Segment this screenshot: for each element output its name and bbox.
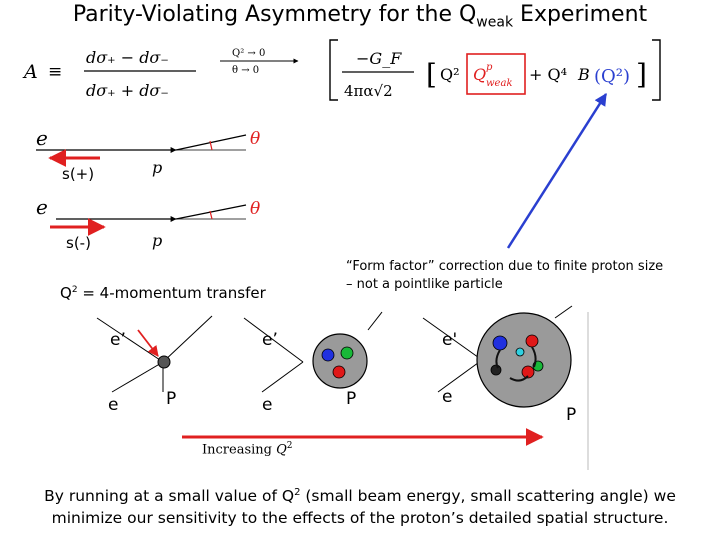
d2-quark-green [341,347,353,359]
formula-q2: Q² [440,65,460,84]
d2-out-label: e’ [262,330,278,350]
scatter-diagram-small-proton [244,312,382,415]
kinematics-bottom [36,195,260,252]
d3-in-label: e [442,387,453,407]
kin-bottom-theta: θ [250,199,261,219]
d1-point-proton [158,356,170,368]
scatter-diagram-pointlike [97,316,212,415]
formula-qweak-sup: p [486,62,493,73]
formula-limit-top: Q² → 0 [232,48,266,59]
kin-top-theta: θ [250,129,261,149]
formula-inner-bracket-open: [ [426,58,437,91]
formula-numerator: dσ₊ − dσ₋ [86,48,169,67]
formula-inner-bracket-close: ] [636,58,647,91]
d1-incoming-line [112,362,163,392]
d3-target-label: P [566,405,577,425]
title-prefix: Parity-Violating Asymmetry for the Q [72,2,477,27]
kin-bottom-p-label: p [152,231,163,250]
formula-b: B [578,65,590,84]
d2-target-label: P [346,389,357,409]
title-suffix: Experiment [513,2,648,27]
increasing-sup: 2 [286,441,293,451]
bottom-line-2: minimize our sensitivity to the effects of the proton’s detailed spatial structure. [51,509,669,528]
d1-outgoing-line [97,318,163,362]
formula-denominator: dσ₊ + dσ₋ [86,81,169,100]
formula-qweak: Q [473,65,487,84]
d3-proton-out-line [555,306,572,318]
d3-quark-cyan [516,348,524,356]
kin-top-p-label: p [152,158,163,177]
title-sub: weak [476,14,514,31]
bottom-explanation [0,482,720,529]
scatter-diagram-large-proton [423,306,576,425]
formula-b-arg: (Q²) [594,66,631,87]
formula-qweak-sub: weak [486,78,513,89]
bottom-line-1b: (small beam energy, small scattering angle) we [300,487,676,506]
increasing-q2-label [202,441,293,457]
formula-equiv: ≡ [48,62,63,82]
formula-lhs: A [24,61,38,83]
form-factor-arrow [508,94,606,248]
kin-bottom-e-label: e [36,195,48,219]
kin-top-spin-label: s(+) [62,165,95,183]
d1-target-label: P [166,389,177,409]
d1-in-label: e [108,395,119,415]
increasing-q: Q [276,442,287,458]
d3-quark-blue [493,336,507,350]
q2-def-sup: 2 [71,285,78,295]
d2-quark-red [333,366,345,378]
d2-incoming-line [262,362,303,392]
q2-def-q: Q [60,284,72,302]
d2-proton-out-line [368,312,382,330]
asymmetry-formula [22,40,660,100]
formula-plus-q4: + Q⁴ [529,65,568,84]
kinematics-top [36,126,260,183]
d2-proton [313,334,367,388]
formula-gf: −G_F [356,49,402,68]
formula-bracket-left [330,40,338,100]
d1-out-label: e’ [110,330,126,350]
d2-quark-blue [322,349,334,361]
d2-in-label: e [262,395,273,415]
d1-proton-out-line [163,316,212,362]
formula-bracket-right [652,40,660,100]
d3-proton [477,313,571,407]
d3-gluon-1 [491,365,501,375]
bottom-line-1a: By running at a small value of Q [44,487,295,506]
d3-quark-red-top [526,335,538,347]
kin-top-e-label: e [36,126,48,150]
q2-def-text: = 4-momentum transfer [77,284,266,302]
bottom-line-1 [0,482,720,507]
d3-out-label: e' [442,330,458,350]
formula-limit-bottom: θ → 0 [232,65,260,76]
kin-bottom-spin-label: s(-) [66,234,91,252]
formula-coef-den: 4πα√2 [344,82,393,100]
form-factor-note: “Form factor” correction due to finite proton size – not a pointlike particle [346,259,664,292]
increasing-text: Increasing [202,442,277,458]
q2-definition [60,284,266,302]
bottom-line-1-sup: 2 [294,487,301,498]
